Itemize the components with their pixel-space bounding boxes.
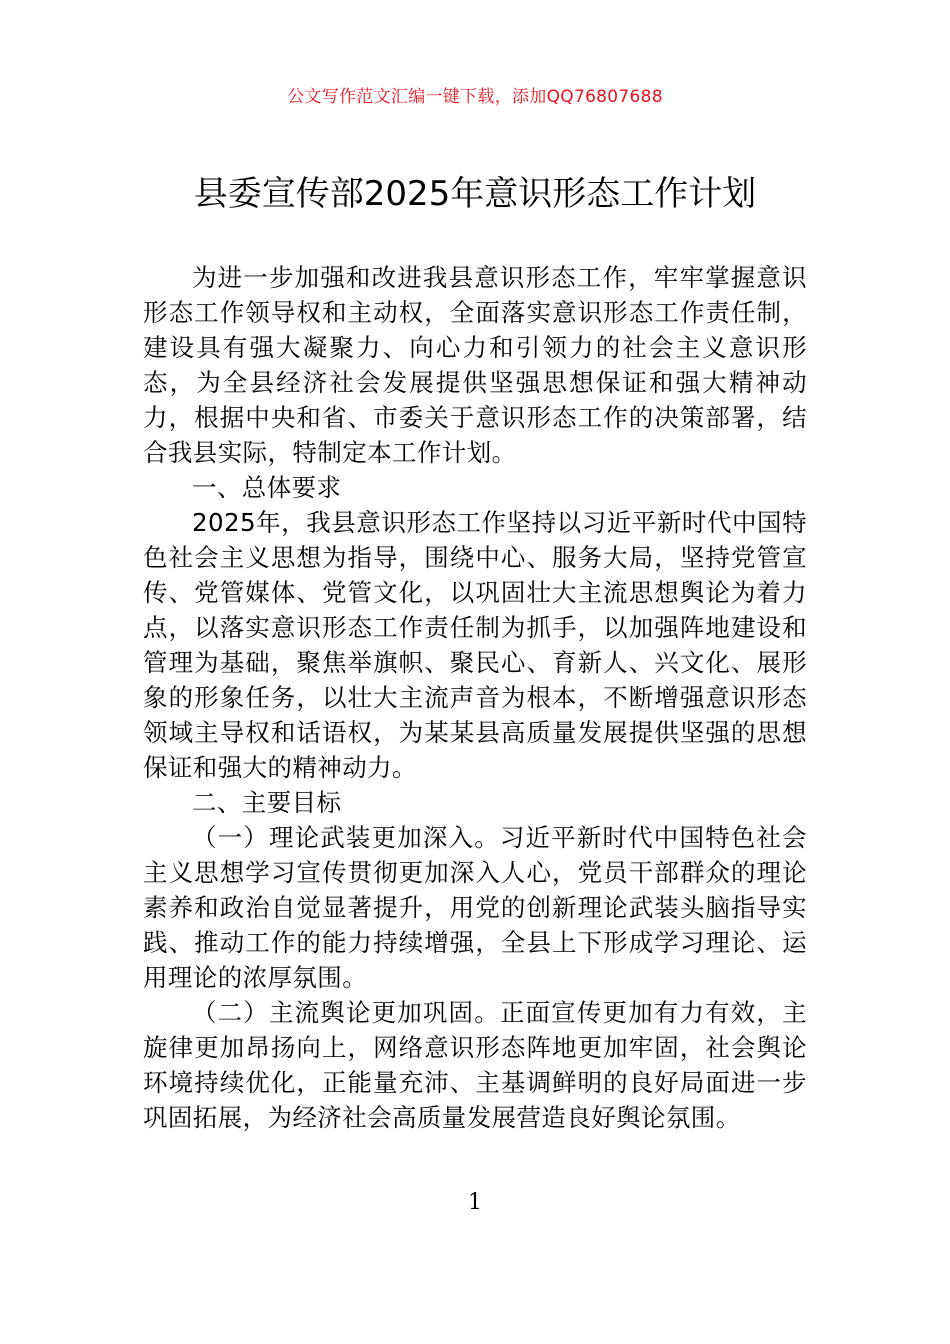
header-promo-note: 公文写作范文汇编一键下载，添加QQ76807688	[287, 87, 663, 107]
goal-theory-paragraph: （一）理论武装更加深入。习近平新时代中国特色社会主义思想学习宣传贯彻更加深入人心，党员干部群众的理论素养和政治自觉显著提升，用党的创新理论武装头脑指导实践、推动工作的能力持续增强，全县上下形成学习理论、运用理论的浓厚氛围。	[143, 823, 807, 992]
document-title: 县委宣传部2025年意识形态工作计划	[193, 174, 757, 214]
section-heading-main-goals: 二、主要目标	[192, 788, 342, 817]
intro-paragraph: 为进一步加强和改进我县意识形态工作，牢牢掌握意识形态工作领导权和主动权，全面落实意识形态工作责任制，建设具有强大凝聚力、向心力和引领力的社会主义意识形态，为全县经济社会发展提供坚强思想保证和强大精神动力，根据中央和省、市委关于意识形态工作的决策部署，结合我县实际，特制定本工作计划。	[143, 263, 807, 467]
section-heading-general-requirements: 一、总体要求	[192, 473, 342, 502]
page-number: 1	[468, 1190, 482, 1215]
general-requirements-paragraph: 2025年，我县意识形态工作坚持以习近平新时代中国特色社会主义思想为指导，围绕中心、服务大局，坚持党管宣传、党管媒体、党管文化，以巩固壮大主流思想舆论为着力点，以落实意识形态工作责任制为抓手，以加强阵地建设和管理为基础，聚焦举旗帜、聚民心、育新人、兴文化、展形象的形象任务，以壮大主流声音为根本，不断增强意识形态领域主导权和话语权，为某某县高质量发展提供坚强的思想保证和强大的精神动力。	[143, 508, 807, 782]
document-body	[143, 260, 807, 1135]
goal-public-opinion-paragraph: （二）主流舆论更加巩固。正面宣传更加有力有效，主旋律更加昂扬向上，网络意识形态阵地更加牢固，社会舆论环境持续优化，正能量充沛、主基调鲜明的良好局面进一步巩固拓展，为经济社会高质量发展营造良好舆论氛围。	[143, 998, 807, 1132]
